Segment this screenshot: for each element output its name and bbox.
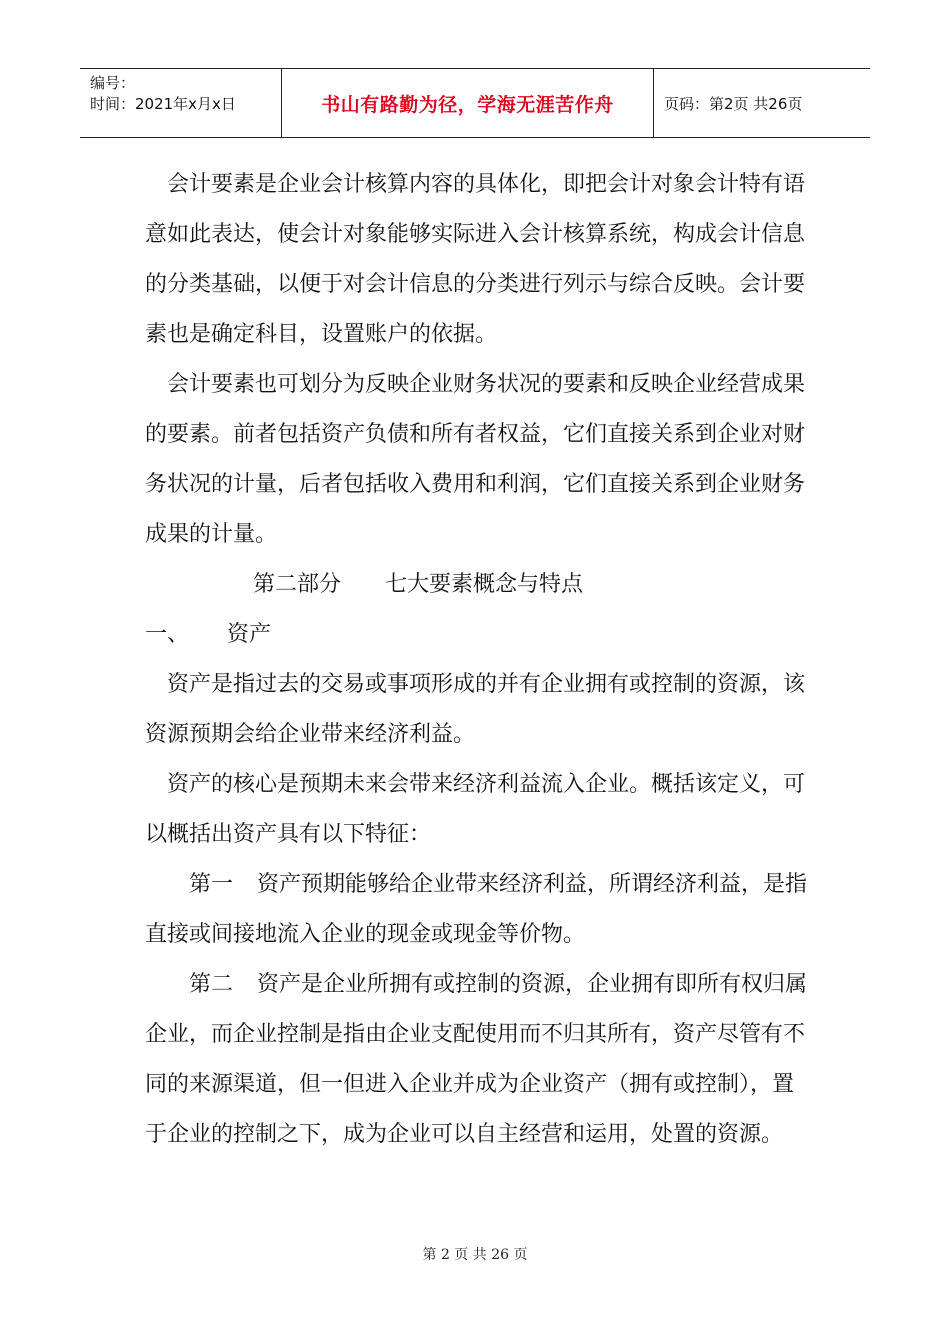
section-heading-title: 七大要素概念与特点 [385,572,584,597]
document-body [145,160,810,1160]
paragraph-accounting-elements-definition: 会计要素是企业会计核算内容的具体化，即把会计对象会计特有语意如此表达，使会计对象能够实际进入会计核算系统，构成会计信息的分类基础，以便于对会计信息的分类进行列示与综合反映。会计要素也是确定科目，设置账户的依据。 [145,172,806,347]
feature-1-text: 资产预期能够给企业带来经济利益，所谓经济利益，是指直接或间接地流入企业的现金或现金等价物。 [145,872,808,947]
paragraph-asset-feature-2 [145,960,810,1160]
feature-2-label: 第二 [189,972,234,997]
document-header [80,68,870,138]
page-footer: 第 2 页 共 26 页 [422,1247,528,1263]
paragraph-asset-feature-1 [145,860,810,960]
paragraph-accounting-elements-classification: 会计要素也可划分为反映企业财务状况的要素和反映企业经营成果的要素。前者包括资产负债和所有者权益，它们直接关系到企业对财务状况的计量，后者包括收入费用和利润，它们直接关系到企业财务成果的计量。 [145,372,806,547]
subsection-number: 一、 [145,622,190,647]
header-page-code: 页码：第2页 共26页 [664,94,803,113]
doc-number-label: 编号： [90,74,136,92]
paragraph-asset-definition: 资产是指过去的交易或事项形成的并有企业拥有或控制的资源，该资源预期会给企业带来经济利益。 [145,672,806,747]
header-motto: 书山有路勤为径，学海无涯苦作舟 [282,69,654,137]
paragraph-asset-core: 资产的核心是预期未来会带来经济利益流入企业。概括该定义，可以概括出资产具有以下特征： [145,772,806,847]
section-heading-part: 第二部分 [253,572,342,597]
subsection-title: 资产 [227,622,272,647]
doc-time-label: 时间：2021年x月x日 [90,95,236,113]
section-heading [145,560,810,610]
header-meta-cell [80,69,282,137]
feature-2-text: 资产是企业所拥有或控制的资源，企业拥有即所有权归属企业，而企业控制是指由企业支配使用而不归其所有，资产尽管有不同的来源渠道，但一但进入企业并成为企业资产（拥有或控制），置于企业的控制之下，成为企业可以自主经营和运用，处置的资源。 [145,972,808,1147]
subsection-heading [145,610,810,660]
feature-1-label: 第一 [189,872,234,897]
